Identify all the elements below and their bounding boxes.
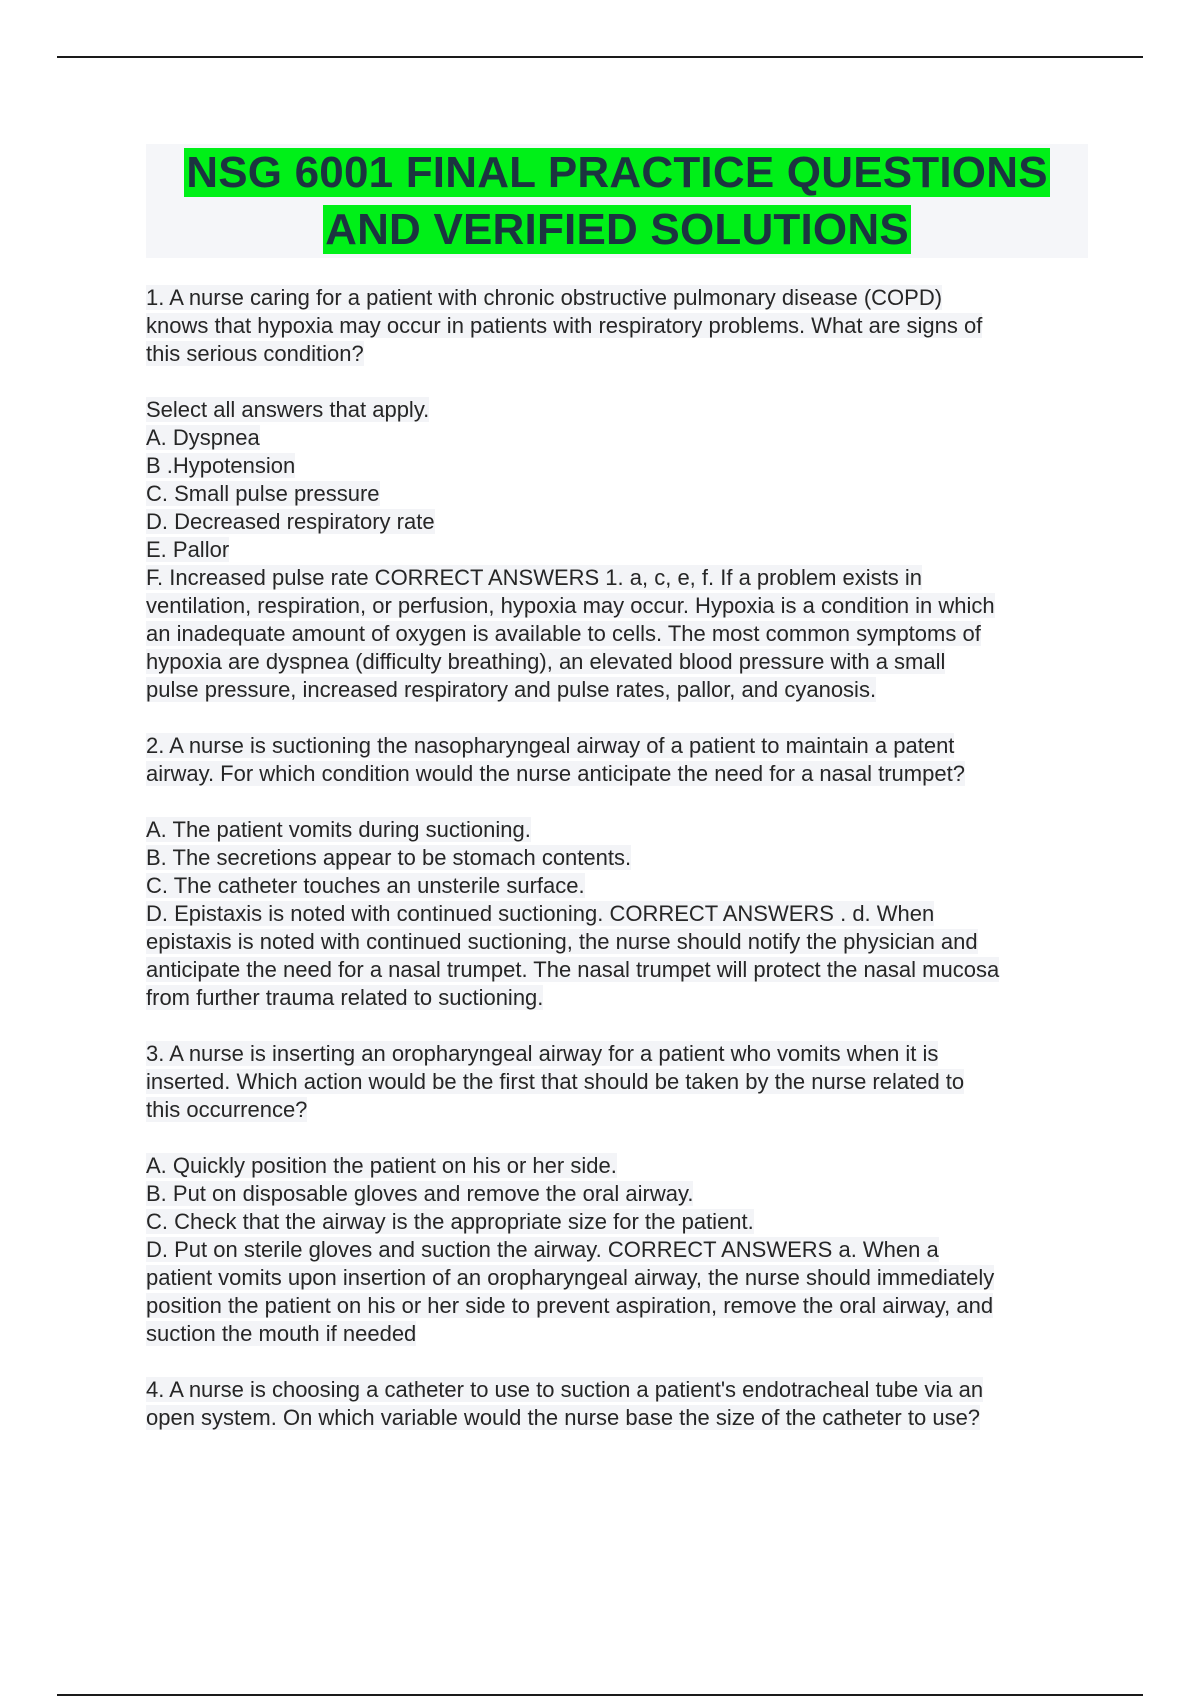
text-line bbox=[146, 872, 1088, 900]
text-line-content: A. Dyspnea bbox=[146, 425, 260, 450]
text-line-content: position the patient on his or her side to prevent aspiration, remove the oral airway, and bbox=[146, 1293, 994, 1318]
text-line bbox=[146, 816, 1088, 844]
text-line bbox=[146, 1180, 1088, 1208]
text-line-content: Select all answers that apply. bbox=[146, 397, 430, 422]
text-line bbox=[146, 760, 1088, 788]
text-line-content: A. Quickly position the patient on his or her side. bbox=[146, 1153, 617, 1178]
text-line-content: D. Decreased respiratory rate bbox=[146, 509, 435, 534]
text-line bbox=[146, 312, 1088, 340]
text-line-content: E. Pallor bbox=[146, 537, 230, 562]
text-line bbox=[146, 564, 1088, 592]
text-line bbox=[146, 284, 1088, 312]
text-line-content: A. The patient vomits during suctioning. bbox=[146, 817, 531, 842]
header-rule bbox=[57, 56, 1143, 58]
text-line-content: this serious condition? bbox=[146, 341, 364, 366]
text-line bbox=[146, 1152, 1088, 1180]
footer-rule bbox=[57, 1694, 1143, 1696]
text-line bbox=[146, 844, 1088, 872]
text-line bbox=[146, 1264, 1088, 1292]
text-line bbox=[146, 1068, 1088, 1096]
text-line bbox=[146, 956, 1088, 984]
text-line bbox=[146, 1376, 1088, 1404]
document-body bbox=[146, 284, 1088, 1432]
text-line-content: from further trauma related to suctioning. bbox=[146, 985, 544, 1010]
text-line-content: C. Small pulse pressure bbox=[146, 481, 380, 506]
title-line-2: AND VERIFIED SOLUTIONS bbox=[325, 205, 909, 254]
paragraph-gap bbox=[146, 1012, 1088, 1040]
text-line-content: epistaxis is noted with continued suctioning, the nurse should notify the physician and bbox=[146, 929, 978, 954]
text-line bbox=[146, 648, 1088, 676]
paragraph-gap bbox=[146, 1124, 1088, 1152]
text-line bbox=[146, 508, 1088, 536]
text-line bbox=[146, 900, 1088, 928]
text-line-content: C. Check that the airway is the appropriate size for the patient. bbox=[146, 1209, 754, 1234]
text-line bbox=[146, 396, 1088, 424]
text-line-content: D. Epistaxis is noted with continued suctioning. CORRECT ANSWERS . d. When bbox=[146, 901, 935, 926]
text-line bbox=[146, 1236, 1088, 1264]
document-title bbox=[146, 144, 1088, 258]
text-line-content: this occurrence? bbox=[146, 1097, 308, 1122]
text-line bbox=[146, 1040, 1088, 1068]
text-line bbox=[146, 928, 1088, 956]
text-line-content: D. Put on sterile gloves and suction the airway. CORRECT ANSWERS a. When a bbox=[146, 1237, 939, 1262]
text-line-content: hypoxia are dyspnea (difficulty breathing), an elevated blood pressure with a small bbox=[146, 649, 946, 674]
text-line bbox=[146, 452, 1088, 480]
text-line-content: C. The catheter touches an unsterile surface. bbox=[146, 873, 585, 898]
text-line bbox=[146, 676, 1088, 704]
text-line-content: F. Increased pulse rate CORRECT ANSWERS 1. a, c, e, f. If a problem exists in bbox=[146, 565, 922, 590]
text-line-content: 3. A nurse is inserting an oropharyngeal airway for a patient who vomits when it is bbox=[146, 1041, 939, 1066]
text-line-content: suction the mouth if needed bbox=[146, 1321, 417, 1346]
text-line-content: pulse pressure, increased respiratory and pulse rates, pallor, and cyanosis. bbox=[146, 677, 877, 702]
text-line bbox=[146, 340, 1088, 368]
paragraph-gap bbox=[146, 368, 1088, 396]
text-line bbox=[146, 592, 1088, 620]
text-line bbox=[146, 1208, 1088, 1236]
text-line bbox=[146, 1292, 1088, 1320]
text-line-content: 2. A nurse is suctioning the nasopharyngeal airway of a patient to maintain a patent bbox=[146, 733, 955, 758]
text-line-content: 4. A nurse is choosing a catheter to use to suction a patient's endotracheal tube via an bbox=[146, 1377, 984, 1402]
text-line-content: airway. For which condition would the nurse anticipate the need for a nasal trumpet? bbox=[146, 761, 965, 786]
text-line bbox=[146, 536, 1088, 564]
text-line-content: open system. On which variable would the nurse base the size of the catheter to use? bbox=[146, 1405, 981, 1430]
text-line-content: an inadequate amount of oxygen is available to cells. The most common symptoms of bbox=[146, 621, 981, 646]
paragraph-gap bbox=[146, 788, 1088, 816]
text-line bbox=[146, 480, 1088, 508]
title-line-1: NSG 6001 FINAL PRACTICE QUESTIONS bbox=[186, 148, 1048, 197]
text-line bbox=[146, 1320, 1088, 1348]
text-line-content: inserted. Which action would be the first that should be taken by the nurse related to bbox=[146, 1069, 965, 1094]
text-line-content: ventilation, respiration, or perfusion, hypoxia may occur. Hypoxia is a condition in which bbox=[146, 593, 995, 618]
text-line-content: 1. A nurse caring for a patient with chronic obstructive pulmonary disease (COPD) bbox=[146, 285, 943, 310]
text-line-content: B. The secretions appear to be stomach contents. bbox=[146, 845, 632, 870]
text-line-content: B .Hypotension bbox=[146, 453, 296, 478]
text-line bbox=[146, 732, 1088, 760]
text-line-content: patient vomits upon insertion of an oropharyngeal airway, the nurse should immediately bbox=[146, 1265, 995, 1290]
text-line bbox=[146, 1096, 1088, 1124]
text-line bbox=[146, 424, 1088, 452]
paragraph-gap bbox=[146, 704, 1088, 732]
text-line bbox=[146, 620, 1088, 648]
text-line bbox=[146, 1404, 1088, 1432]
text-line-content: B. Put on disposable gloves and remove the oral airway. bbox=[146, 1181, 694, 1206]
text-line-content: anticipate the need for a nasal trumpet. The nasal trumpet will protect the nasal mucosa bbox=[146, 957, 1000, 982]
paragraph-gap bbox=[146, 1348, 1088, 1376]
text-line-content: knows that hypoxia may occur in patients with respiratory problems. What are signs of bbox=[146, 313, 983, 338]
text-line bbox=[146, 984, 1088, 1012]
